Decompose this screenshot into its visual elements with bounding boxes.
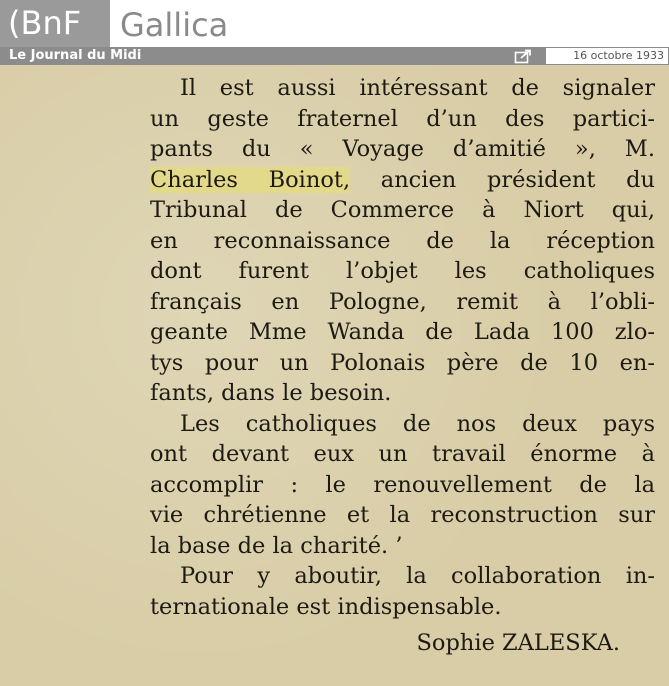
highlighted-name[interactable]: Charles Boinot, <box>150 166 351 193</box>
article-line: tys pour un Polonais père de 10 en- <box>150 349 655 376</box>
article-line: la base de la charité. ’ <box>150 532 403 559</box>
article-line <box>150 165 655 196</box>
article-line: Il est aussi intéressant de signaler <box>180 75 655 101</box>
scanned-page <box>0 65 669 686</box>
article-text <box>150 73 655 659</box>
article-line: Tribunal de Commerce à Niort qui, <box>150 197 655 223</box>
article-line: fants, dans le besoin. <box>150 380 392 406</box>
journal-title: Le Journal du Midi <box>9 48 142 63</box>
article-line: ternationale est indispensable. <box>150 593 502 620</box>
article-line: pants du « Voyage d’amitié », M. <box>150 136 655 162</box>
document-title-bar <box>0 47 669 65</box>
article-line-rest: ancien président du <box>380 166 655 193</box>
article-line: Pour y aboutir, la collaboration in- <box>180 563 655 589</box>
article-line: un geste fraternel d’un des partici- <box>150 105 655 132</box>
issue-date: 16 octobre 1933 <box>546 48 668 64</box>
article-line: français en Pologne, remit à l’obli- <box>150 288 655 315</box>
bnf-logo[interactable]: (BnF <box>0 0 110 47</box>
article-line: accomplir : le renouvellement de la <box>150 471 655 498</box>
article-line: ont devant eux un travail énorme à <box>150 441 655 467</box>
article-line: vie chrétienne et la reconstruction sur <box>150 502 655 528</box>
export-icon[interactable] <box>514 48 532 64</box>
article-line: geante Mme Wanda de Lada 100 zlo- <box>150 319 655 345</box>
article-line: dont furent l’objet les catholiques <box>150 258 655 284</box>
gallica-logo[interactable]: Gallica <box>120 6 229 44</box>
article-line: Les catholiques de nos deux pays <box>180 410 655 437</box>
article-signature: Sophie ZALESKA. <box>416 630 620 656</box>
gallica-header <box>0 0 669 47</box>
article-line: en reconnaissance de la réception <box>150 227 655 254</box>
